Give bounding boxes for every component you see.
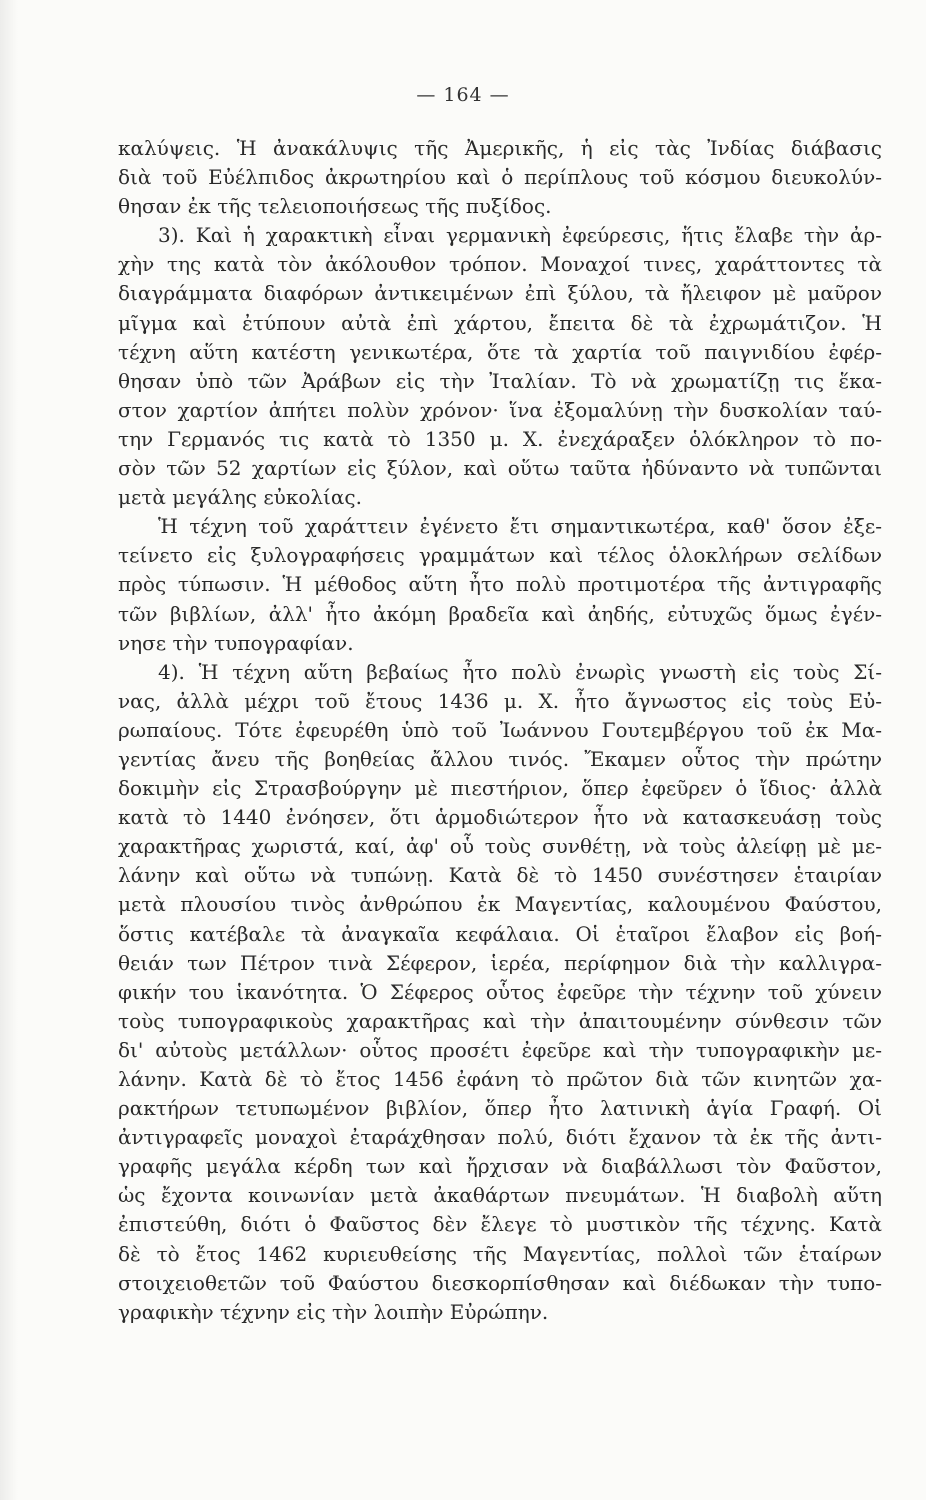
text-line: δοκιμὴν εἰς Στρασβούργην μὲ πιεστήριον, ὅπερ ἐφεῦρεν ὁ ἴδιος· ἀλλὰ	[118, 776, 882, 801]
text-line: διαγράμματα διαφόρων ἀντικειμένων ἐπὶ ξύλου, τὰ ἤλειφον μὲ μαῦρον	[118, 281, 882, 306]
text-line: ἀντιγραφεῖς μοναχοὶ ἐταράχθησαν πολύ, διότι ἔχανον τὰ ἐκ τῆς ἀντι-	[118, 1125, 882, 1150]
paragraph-start-line: Ἡ τέχνη τοῦ χαράττειν ἐγένετο ἔτι σημαντικωτέρα, καθ' ὅσον ἐξε-	[158, 514, 882, 539]
text-line: λάνην. Κατὰ δὲ τὸ ἔτος 1456 ἐφάνη τὸ πρῶτον διὰ τῶν κινητῶν χα-	[118, 1067, 882, 1091]
text-line: ρωπαίους. Τότε ἐφευρέθη ὑπὸ τοῦ Ἰωάννου Γουτεμβέργου τοῦ ἐκ Μα-	[118, 717, 882, 742]
text-line: νας, ἀλλὰ μέχρι τοῦ ἔτους 1436 μ. Χ. ἦτο ἄγνωστος εἰς τοὺς Εὐ-	[118, 688, 882, 713]
text-line: μετὰ πλουσίου τινὸς ἀνθρώπου ἐκ Μαγεντίας, καλουμένου Φαύστου,	[118, 892, 882, 917]
text-line: σὸν τῶν 52 χαρτίων εἰς ξύλον, καὶ οὕτω ταῦτα ἠδύναντο νὰ τυπῶνται	[118, 456, 882, 481]
page-fold-shadow	[0, 0, 18, 1500]
text-line: ἐπιστεύθη, διότι ὁ Φαῦστος δὲν ἔλεγε τὸ μυστικὸν τῆς τέχνης. Κατὰ	[118, 1212, 882, 1237]
text-line: τέχνη αὕτη κατέστη γενικωτέρα, ὅτε τὰ χαρτία τοῦ παιγνιδίου ἐφέρ-	[118, 339, 882, 364]
text-line: ὡς ἔχοντα κοινωνίαν μετὰ ἀκαθάρτων πνευμάτων. Ἡ διαβολὴ αὕτη	[118, 1183, 882, 1208]
text-line: θησαν ὑπὸ τῶν Ἀράβων εἰς τὴν Ἰταλίαν. Τὸ νὰ χρωματίζῃ τις ἕκα-	[118, 368, 882, 393]
text-line: καλύψεις. Ἡ ἀνακάλυψις τῆς Ἀμερικῆς, ἡ εἰς τὰς Ἰνδίας διάβασις	[118, 136, 882, 160]
text-line: ὅστις κατέβαλε τὰ ἀναγκαῖα κεφάλαια. Οἱ ἑταῖροι ἔλαβον εἰς βοή-	[118, 921, 882, 946]
text-line: κατὰ τὸ 1440 ἐνόησεν, ὅτι ἁρμοδιώτερον ἦτο νὰ κατασκευάσῃ τοὺς	[118, 805, 882, 830]
text-line: δι' αὐτοὺς μετάλλων· οὗτος προσέτι ἐφεῦρε καὶ τὴν τυπογραφικὴν με-	[118, 1037, 882, 1062]
text-line: θειάν των Πέτρον τινὰ Σέφερον, ἱερέα, περίφημον διὰ τὴν καλλιγρα-	[118, 950, 882, 975]
text-line: νησε τὴν τυπογραφίαν.	[118, 630, 354, 655]
text-line: τοὺς τυπογραφικοὺς χαρακτῆρας καὶ τὴν ἀπαιτουμένην σύνθεσιν τῶν	[118, 1008, 882, 1033]
text-line: στοιχειοθετῶν τοῦ Φαύστου διεσκορπίσθησαν καὶ διέδωκαν τὴν τυπο-	[118, 1270, 882, 1295]
text-line: θησαν ἐκ τῆς τελειοποιήσεως τῆς πυξίδος.	[118, 194, 552, 219]
text-line: μῖγμα καὶ ἐτύπουν αὐτὰ ἐπὶ χάρτου, ἔπειτα δὲ τὰ ἐχρωμάτιζον. Ἡ	[118, 310, 882, 335]
text-line: λάνην καὶ οὕτω νὰ τυπώνῃ. Κατὰ δὲ τὸ 1450 συνέστησεν ἑταιρίαν	[118, 863, 882, 888]
text-line: μετὰ μεγάλης εὐκολίας.	[118, 485, 362, 510]
text-line: ρακτήρων τετυπωμένον βιβλίον, ὅπερ ἦτο λατινικὴ ἁγία Γραφή. Οἱ	[118, 1096, 882, 1121]
page-number: — 164 —	[416, 84, 510, 106]
text-line: την Γερμανός τις κατὰ τὸ 1350 μ. Χ. ἐνεχάραξεν ὁλόκληρον τὸ πο-	[118, 426, 882, 451]
paragraph-start-line: 4). Ἡ τέχνη αὕτη βεβαίως ἦτο πολὺ ἐνωρὶς γνωστὴ εἰς τοὺς Σί-	[158, 659, 882, 684]
text-line: γραφικὴν τέχνην εἰς τὴν λοιπὴν Εὐρώπην.	[118, 1299, 549, 1324]
text-line: χαρακτῆρας χωριστά, καί, ἀφ' οὗ τοὺς συνθέτῃ, νὰ τοὺς ἀλείφῃ μὲ με-	[118, 834, 882, 859]
text-line: τείνετο εἰς ξυλογραφήσεις γραμμάτων καὶ τέλος ὁλοκλήρων σελίδων	[118, 543, 882, 568]
text-line: δὲ τὸ ἔτος 1462 κυριευθείσης τῆς Μαγεντίας, πολλοὶ τῶν ἑταίρων	[118, 1241, 882, 1266]
text-line: χὴν της κατὰ τὸν ἀκόλουθον τρόπον. Μοναχοί τινες, χαράττοντες τὰ	[118, 252, 882, 277]
text-line: γραφῆς μεγάλα κέρδη των καὶ ἤρχισαν νὰ διαβάλλωσι τὸν Φαῦστον,	[118, 1154, 882, 1179]
text-line: τῶν βιβλίων, ἀλλ' ἦτο ἀκόμη βραδεῖα καὶ ἀηδής, εὐτυχῶς ὅμως ἐγέν-	[118, 601, 882, 626]
text-line: στον χαρτίον ἀπήτει πολὺν χρόνον· ἵνα ἐξομαλύνῃ τὴν δυσκολίαν ταύ-	[118, 397, 882, 422]
text-line: διὰ τοῦ Εὐέλπιδος ἀκρωτηρίου καὶ ὁ περίπλους τοῦ κόσμου διευκολύν-	[118, 165, 882, 190]
text-line: πρὸς τύπωσιν. Ἡ μέθοδος αὕτη ἦτο πολὺ προτιμοτέρα τῆς ἀντιγραφῆς	[118, 572, 882, 597]
text-line: γεντίας ἄνευ τῆς βοηθείας ἄλλου τινός. Ἔκαμεν οὗτος τὴν πρώτην	[118, 746, 882, 771]
body-text	[118, 134, 882, 1327]
text-line: φικήν του ἱκανότητα. Ὁ Σέφερος οὗτος ἐφεῦρε τὴν τέχνην τοῦ χύνειν	[118, 979, 882, 1004]
paragraph-start-line: 3). Καὶ ἡ χαρακτικὴ εἶναι γερμανικὴ ἐφεύρεσις, ἥτις ἔλαβε τὴν ἀρ-	[158, 223, 882, 248]
